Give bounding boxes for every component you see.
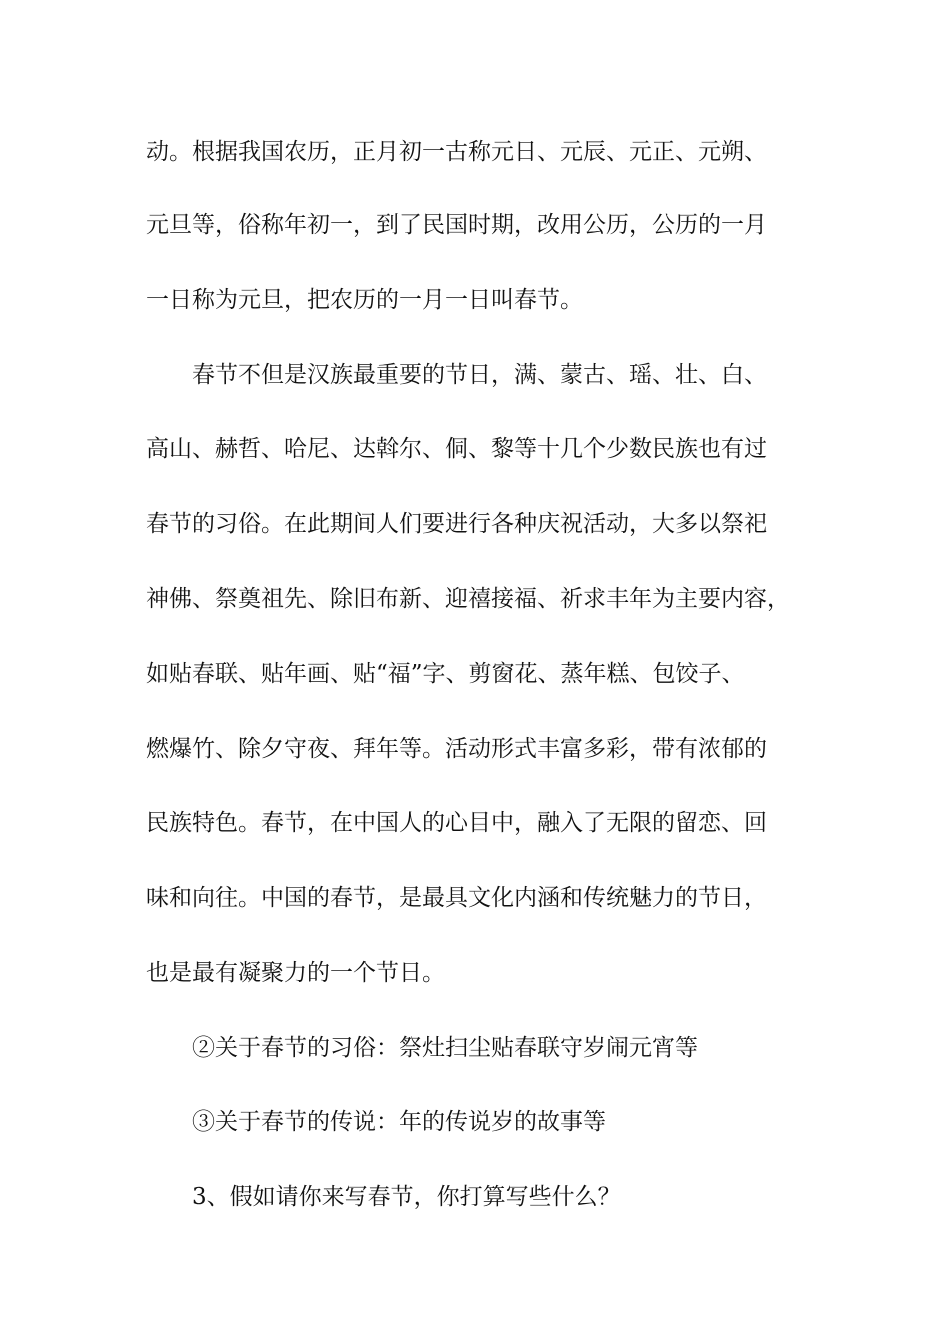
text-line-2: 元旦等，俗称年初一，到了民国时期，改用公历，公历的一月 xyxy=(146,212,767,238)
text-line-8: 如贴春联、贴年画、贴“福”字、剪窗花、蒸年糕、包饺子、 xyxy=(146,661,745,687)
text-line-5: 高山、赫哲、哈尼、达斡尔、侗、黎等十几个少数民族也有过 xyxy=(146,436,767,462)
text-line-3: 一日称为元旦，把农历的一月一日叫春节。 xyxy=(146,287,583,313)
text-line-11: 味和向往。中国的春节，是最具文化内涵和传统魅力的节日， xyxy=(146,885,767,911)
text-line-15: 3、假如请你来写春节，你打算写些什么？ xyxy=(192,1184,621,1210)
text-line-7: 神佛、祭奠祖先、除旧布新、迎禧接福、祈求丰年为主要内容， xyxy=(146,586,790,612)
text-line-9: 燃爆竹、除夕守夜、拜年等。活动形式丰富多彩，带有浓郁的 xyxy=(146,736,767,762)
text-line-14: ③关于春节的传说：年的传说岁的故事等 xyxy=(192,1109,606,1135)
text-line-13: ②关于春节的习俗：祭灶扫尘贴春联守岁闹元宵等 xyxy=(192,1035,698,1061)
text-line-10: 民族特色。春节，在中国人的心目中，融入了无限的留恋、回 xyxy=(146,810,767,836)
text-line-1: 动。根据我国农历，正月初一古称元日、元辰、元正、元朔、 xyxy=(146,139,767,165)
text-line-4: 春节不但是汉族最重要的节日，满、蒙古、瑶、壮、白、 xyxy=(192,362,767,388)
text-line-12: 也是最有凝聚力的一个节日。 xyxy=(146,960,445,986)
text-line-6: 春节的习俗。在此期间人们要进行各种庆祝活动，大多以祭祀 xyxy=(146,511,767,537)
